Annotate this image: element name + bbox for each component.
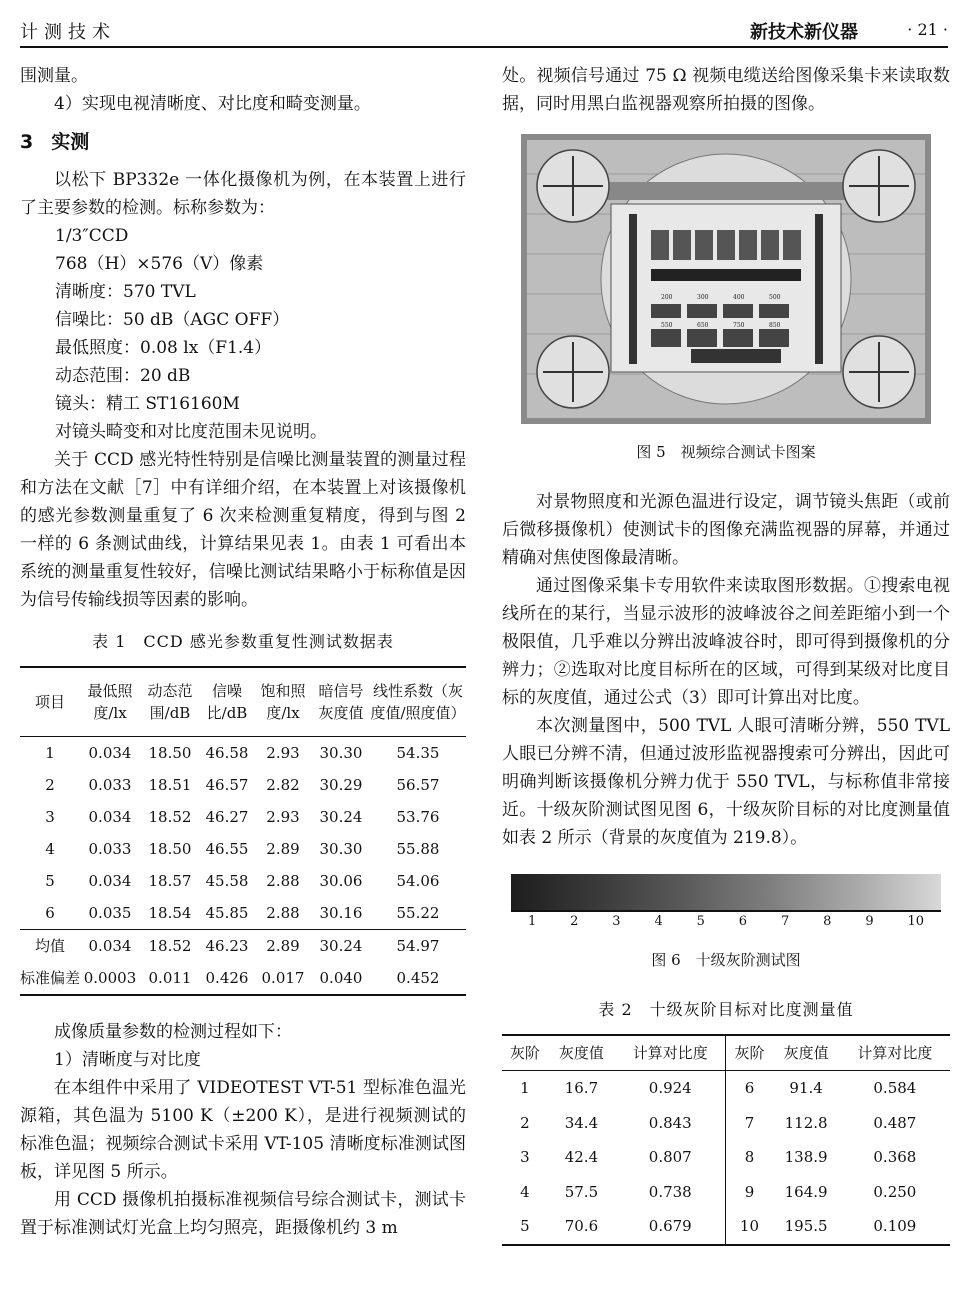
gray-level-label: 8 [823,914,832,929]
table-cell: 30.16 [319,904,363,922]
table-cell: 6 [744,1079,755,1098]
table-body [502,1071,950,1245]
section-number: 3 [20,131,34,153]
paragraph: 围测量。 [20,66,88,86]
table-cell: 70.6 [564,1217,599,1236]
paragraph: 关于 CCD 感光特性特别是信噪比测量装置的测量过程和方法在文献［7］中有详细介绍，在本装置上对该摄像机的感光参数测量重复了 6 次来检测重复精度，得到与图 2 一样的 6 条测试曲线，计算结果见表 1。由表 1 可看出本系统的测量重复性较好，信噪比测试结果略小于标称值是因为信号传输线损等因素的影响。 [20,450,466,610]
gray-level-label: 1 [527,914,537,929]
table-cell: 0.034 [80,930,140,963]
column-header: 项目 [20,667,80,737]
table-cell: 0.426 [205,969,249,987]
column-header: 最低照度/lx [80,667,140,737]
table-cell: 45.85 [205,904,249,922]
table-cell: 1 [520,1079,530,1098]
tick-label: 650 [697,322,709,329]
table-row [502,1209,950,1245]
table-cell: 0.033 [88,776,132,794]
table-cell: 2 [520,1113,530,1132]
tick-label: 750 [733,322,745,329]
paragraph: 处。视频信号通过 75 Ω 视频电缆送给图像采集卡来读取数据，同时用黑白监视器观察所拍摄的图像。 [502,66,950,114]
table-row [20,833,466,865]
table-cell: 46.23 [200,930,254,963]
table-cell: 8 [744,1148,755,1167]
gray-level-label: 9 [865,914,874,929]
paragraph: 1）清晰度与对比度 [54,1050,201,1070]
spec-item: 1/3″CCD [55,226,129,246]
table-cell: 0.034 [88,872,132,890]
table-cell: 18.50 [148,840,192,858]
table-row [20,865,466,897]
table-cell: 0.487 [873,1113,917,1132]
table-cell: 0.924 [615,1071,726,1106]
table-cell: 30.30 [319,840,363,858]
gray-scale-figure [511,874,941,932]
table-cell: 138.9 [784,1148,828,1167]
table-cell: 0.109 [873,1217,917,1236]
table-cell: 0.250 [873,1182,917,1201]
gray-scale-labels [511,910,941,932]
table-cell: 0.584 [873,1079,917,1098]
table-row [502,1106,950,1141]
tick-label: 300 [697,294,709,301]
gray-level-label: 7 [780,914,790,929]
paragraph: 对景物照度和光源色温进行设定，调节镜头焦距（或前后微移摄像机）使测试卡的图像充满监视器的屏幕，并通过精确对焦使图像最清晰。 [502,492,950,568]
table-caption: 表 2 十级灰阶目标对比度测量值 [598,1000,854,1019]
table-cell: 46.58 [205,744,249,762]
column-header: 动态范围/dB [140,667,200,737]
table-cell: 55.88 [396,840,440,858]
column-header: 计算对比度 [840,1035,950,1071]
column-header: 线性系数（灰度值/照度值） [370,667,466,737]
table-cell: 0.738 [615,1175,726,1210]
table-cell: 0.034 [88,808,132,826]
spec-item: 镜头：精工 ST16160M [55,394,240,414]
column-header: 灰阶 [502,1035,548,1071]
table-cell: 0.040 [319,969,363,987]
table-cell: 30.24 [319,808,363,826]
test-card-figure [521,134,931,424]
table-row [502,1071,950,1106]
spec-item: 768（H）×576（V）像素 [55,254,264,274]
table-cell: 4 [520,1182,530,1201]
table-cell: 均值 [20,930,80,963]
table-cell: 164.9 [784,1182,828,1201]
table-cell: 2 [45,776,55,794]
tick-label: 500 [769,294,781,301]
table-cell: 0.368 [873,1148,917,1167]
table-cell: 0.807 [615,1140,726,1175]
table-cell: 0.0003 [83,969,137,987]
table-cell: 0.033 [88,840,132,858]
table-row [20,769,466,801]
tick-label: 550 [661,322,673,329]
table-cell: 2.82 [266,776,300,794]
gray-level-label: 2 [570,914,579,929]
table-cell: 0.035 [88,904,132,922]
paragraph: 用 CCD 摄像机拍摄标准视频信号综合测试卡，测试卡置于标准测试灯光盒上均匀照亮，距摄像机约 3 m [20,1190,466,1238]
gray-level-label: 6 [738,914,748,929]
list-item: 4）实现电视清晰度、对比度和畸变测量。 [54,94,371,114]
ccd-parameter-table [20,666,466,996]
table-cell: 2.88 [266,872,300,890]
section-heading [20,128,466,156]
table-cell: 18.52 [148,808,192,826]
gray-level-label: 3 [612,914,621,929]
table-cell: 18.54 [148,904,192,922]
test-card-image [521,134,931,424]
table-cell: 4 [45,840,55,858]
spec-item: 清晰度：570 TVL [55,282,196,302]
spec-item: 对镜头畸变和对比度范围未见说明。 [55,422,327,442]
table-cell: 55.22 [396,904,440,922]
left-column [20,62,466,1242]
table-caption: 表 1 CCD 感光参数重复性测试数据表 [92,632,394,651]
journal-name: 计测技术 [20,22,116,43]
table-cell: 18.57 [148,872,192,890]
table-cell: 0.011 [148,969,192,987]
table-cell: 0.034 [88,744,132,762]
column-header: 灰阶 [726,1035,773,1071]
table-cell: 30.29 [319,776,363,794]
table-cell: 2.93 [266,808,300,826]
paragraph: 在本组件中采用了 VIDEOTEST VT-51 型标准色温光源箱，其色温为 5100 K（±200 K），是进行视频测试的标准色温；视频综合测试卡采用 VT-105 清晰度标准测试图板，详见图 5 所示。 [20,1078,466,1182]
column-header: 计算对比度 [615,1035,726,1071]
table-cell: 18.51 [148,776,192,794]
table-cell: 5 [520,1217,530,1236]
table-cell: 57.5 [564,1182,599,1201]
table-cell: 54.06 [396,872,440,890]
figure-caption: 图 5 视频综合测试卡图案 [636,443,816,461]
section-name: 新技术新仪器 [750,22,858,43]
table-cell: 2.93 [266,744,300,762]
tick-label: 400 [733,294,745,301]
spec-list [20,222,466,446]
gray-level-label: 10 [907,914,925,929]
tick-label: 200 [661,294,673,301]
column-header: 信噪比/dB [200,667,254,737]
table-cell: 54.35 [396,744,440,762]
table-cell: 42.4 [564,1148,599,1167]
table-cell: 18.50 [148,744,192,762]
table-cell: 0.679 [615,1209,726,1245]
table-cell: 46.55 [205,840,249,858]
page-header [20,16,948,48]
gray-scale-bar [511,874,941,910]
column-header: 灰度值 [772,1035,839,1071]
table-cell: 45.58 [205,872,249,890]
table-row [20,801,466,833]
table-cell: 18.52 [140,930,200,963]
table-cell: 30.06 [319,872,363,890]
table-cell: 0.452 [396,969,440,987]
table-cell: 2.88 [266,904,300,922]
table-cell: 6 [45,904,55,922]
table-row [20,737,466,770]
table-cell: 112.8 [784,1113,828,1132]
table-row [20,962,466,995]
page-number: · 21 · [907,20,948,39]
table-cell: 标准偏差 [20,969,81,987]
tick-label: 850 [769,322,781,329]
table-cell: 46.27 [205,808,249,826]
table-cell: 30.24 [312,930,370,963]
column-header: 灰度值 [548,1035,615,1071]
table-row [502,1175,950,1210]
table-cell: 3 [45,808,55,826]
column-header: 暗信号灰度值 [312,667,370,737]
table-row [20,897,466,930]
table-cell: 56.57 [396,776,440,794]
paragraph: 成像质量参数的检测过程如下： [54,1022,292,1042]
section-title: 实测 [51,131,90,153]
table-cell: 5 [45,872,55,890]
table-cell: 3 [520,1148,530,1167]
paragraph: 通过图像采集卡专用软件来读取图形数据。①搜索电视线所在的某行，当显示波形的波峰波谷之间差距缩小到一个极限值，几乎难以分辨出波峰波谷时，即可得到摄像机的分辨力；②选取对比度目标所在的区域，可得到某级对比度目标的灰度值，通过公式（3）即可计算出对比度。 [502,576,950,708]
gray-level-label: 4 [654,914,663,929]
table-cell: 7 [744,1113,755,1132]
table-cell: 195.5 [784,1217,828,1236]
table-cell: 30.30 [319,744,363,762]
contrast-table [502,1034,950,1246]
table-cell: 10 [739,1217,760,1236]
spec-item: 最低照度：0.08 lx（F1.4） [55,338,272,358]
figure-caption: 图 6 十级灰阶测试图 [651,951,801,969]
table-cell: 91.4 [789,1079,823,1098]
table-cell: 34.4 [564,1113,599,1132]
paragraph: 以松下 BP332e 一体化摄像机为例，在本装置上进行了主要参数的检测。标称参数为： [20,170,466,218]
table-cell: 16.7 [564,1079,599,1098]
table-body [20,737,466,996]
table-cell: 54.97 [370,930,466,963]
table-cell: 53.76 [396,808,440,826]
gray-level-label: 5 [696,914,705,929]
table-cell: 46.57 [205,776,249,794]
table-cell: 2.89 [266,840,300,858]
table-cell: 0.017 [261,969,305,987]
spec-item: 信噪比：50 dB（AGC OFF） [55,310,290,330]
table-cell: 0.843 [615,1106,726,1141]
table-cell: 2.89 [254,930,312,963]
table-row [20,930,466,963]
table-cell: 1 [45,744,55,762]
spec-item: 动态范围：20 dB [55,366,191,386]
column-header: 饱和照度/lx [254,667,312,737]
paragraph: 本次测量图中，500 TVL 人眼可清晰分辨，550 TVL 人眼已分辨不清，但通过波形监视器搜索可分辨出，因此可明确判断该摄像机分辨力优于 550 TVL，与标称值非常接近。十级灰阶测试图见图 6，十级灰阶目标的对比度测量值如表 2 所示（背景的灰度值为 219.8）。 [502,716,950,848]
table-row [502,1140,950,1175]
right-column [502,62,950,1246]
table-cell: 9 [744,1182,755,1201]
